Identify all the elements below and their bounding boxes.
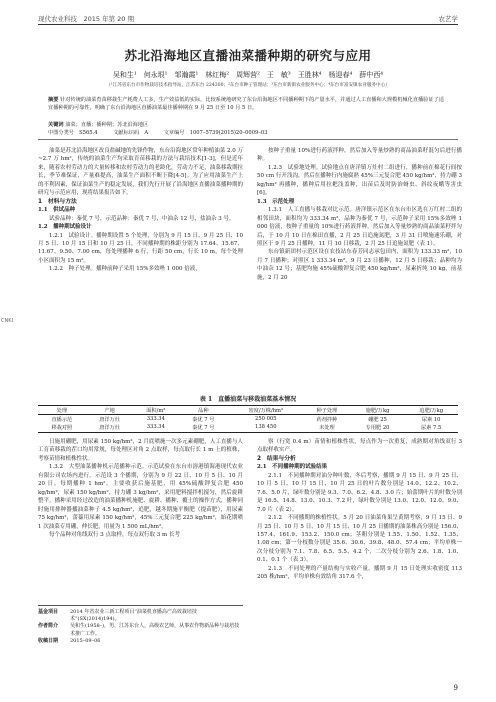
table-cell: 250 005 xyxy=(255,416,277,423)
affiliations: （¹江苏省东台市作物栽培技术指导站，江苏东台 224200；²东台市种子管理站；³东台市新街农业服务中心；⁴东台市富安镇农业服务中心） xyxy=(106,83,390,88)
paragraph: 油菜是苏北沿海地区改良盐碱地的先锋作物，东台沿海地区常年种植油菜 2.0 万~2.7 万 hm²，传统的油菜生产均采取育苗移栽的方法与栽培技术[1-3]，但是近年来，随着农村劳动力的大量转移和农村劳动力的老龄化，劳动力不足，油菜移栽期拉长，季节难保证，产量难提高，油菜生产面积不断下降[4-5]。为了应用油菜生产上的不利因素，保证油菜生产的稳定发展，我们先行开展了沿海地区直播油菜播种期的研究与示范应用，现将结果报告如下。 xyxy=(38,148,243,197)
paragraph: 日施用硼肥，用尿素 150 kg/hm²，2 月底喷施一次多元素硼肥，人工直播与人工育苗移栽的茬口均用常规，每处理区对角 2 点取样，每点取行长 1 m 上的植株，考察苗情和植株性状。 xyxy=(38,439,243,462)
paragraph: 1.2.2 种子处理。播种前种子采用 15%多效唑 1 000 倍液， xyxy=(49,266,201,273)
body-right-top xyxy=(257,147,462,282)
paragraph: 1.2.3 试验地处理。试验地点在唐洋镇万灶村二组进行，播种前在棉花行间按 50 cm 行开浅沟，然后在播种行内施腐熟 45%三元复合肥 450 kg/hm²，持力硼 3 kg/hm² 再播种，播种后用拉耙浅盖种，出苗后及时防治蚜虫、斜纹夜蛾等害虫[6]。 xyxy=(257,164,462,197)
footnote-row xyxy=(38,638,243,645)
keywords-text: 油菜；直播；播种期；苏北沿海地区 xyxy=(65,122,149,128)
table-cell: 尿素 10 xyxy=(421,416,441,423)
abstract-separator xyxy=(38,139,458,140)
footnote-label: 基金项目 xyxy=(38,609,59,615)
paragraph: 每个品种对角线双行 3 点取样，每点双行取 3 m 长考 xyxy=(49,531,180,538)
header-rule xyxy=(38,24,458,25)
paragraph: 1.3.2 大型油菜播种机示范播种示范。示范试验在东台市溶港镇海港现代农业有限公司农场内进行。示范设 3 个播期，分别为 9 月 22 日、10 月 5 日、10 月 20 日，每期播种 1 hm²。主要收获后施基肥，用 45%硫酸钾复合肥 450 kg/hm²，尿素 150 kg/hm²，持力硼 3 kg/hm²，采用肥料搅拌机搅匀，然后旋耕整平，播种采用经过改造的油菜播种机施肥、旋耕、播种、覆土的操作方式，播种同时施用排种器播油菜种子 4.5 kg/hm²，追肥，越冬期施平衡肥（提苗肥），用尿素 75 kg/hm²，蕾薹用尿素 150 kg/hm²，45%三元复合肥 225 kg/hm²，始花期喷 1 次油菜专用硼，伸长肥，用量为 1 500 mL/hm²。 xyxy=(38,464,243,530)
table-cell: 秦优 7 号 xyxy=(192,424,215,431)
table-cell: 138 450 xyxy=(255,424,277,431)
table-cell: 秦优 7 号 xyxy=(192,416,215,423)
table-header-cell: 密度/万株/hm² xyxy=(248,407,284,414)
abstract-label: 摘要 xyxy=(48,97,59,103)
body-right-bottom xyxy=(257,438,462,582)
footnote-row xyxy=(38,623,243,637)
table-cell: 唐洋万灶 xyxy=(99,416,120,423)
table-row xyxy=(38,415,458,424)
table-cell: 333.34 xyxy=(146,424,165,431)
footnote-row xyxy=(38,609,243,623)
footnote-block xyxy=(38,605,243,645)
table-cell: 唐洋万灶 xyxy=(99,424,120,431)
table-cell: 直播示范 xyxy=(51,416,73,423)
table-header-cell: 处理 xyxy=(56,407,68,414)
abstract-text: 针对传统的油菜育苗移栽生产耗费人工多，生产效益低的实际，比较系统地研究了东台沿海地区不同播种期下的产量水平，并通过人工直播和大规模机械化直播验证了适宜播种期的可靠性，明确了东台沿海地区直播油菜最佳播种期在 9 月 25 日至 10 月 5 日。 xyxy=(48,97,444,112)
data-table xyxy=(38,405,458,433)
table-header-cell: 种子处理 xyxy=(316,407,338,414)
body-left-bottom xyxy=(38,438,243,539)
paragraph: 察（行宽 0.4 m）苗情和植株性状，每点作为一次重复，成熟期对角线双行 3 点取样收实产。 xyxy=(257,439,462,454)
journal-name: 现代农业科技 2015 年第 20 期 xyxy=(38,15,135,23)
keywords xyxy=(48,121,448,128)
section-name: 农艺学 xyxy=(438,15,458,23)
section-heading: 2.1 不同播种期的试验结果 xyxy=(257,464,328,471)
section-heading: 1.1 供试品种 xyxy=(38,207,76,214)
paragraph: 1.3.1 人工直播与移栽对比示范。唐洋镇示范区在东台市区选在万红村二组的相邻田块，面积均为 333.34 m²，品种为秦优 7 号，示范种子采用 15%多效唑 1 000 倍液，按种子重量的 10%进行药液拌种，然后加入等量炒熟的商品油菜籽拌匀后，于 10 月 10 日在棉田直播，2 月 25 日追施氮肥，3 月 31 日喷施速乐硼，对照区于 9 月 25 日播种，11 月 10 日移栽，2 月 25 日追施氮肥（表 1）。 xyxy=(257,207,462,247)
doc-code: 文献标识码 A xyxy=(113,130,149,136)
table-cell: 药剂拌种 xyxy=(316,416,338,423)
article-id: 文章编号 1007–5739(2015)20–0009–03 xyxy=(163,130,268,136)
footnote-label: 收稿日期 xyxy=(38,637,59,644)
clc-number: 中图分类号 S565.4 xyxy=(48,130,98,136)
footnote-text: 2014 年省农业三新工程项目“油菜机直播高产高效栽培技术”(SX(2014)194)。 xyxy=(70,609,197,623)
table-header-cell: 品种 xyxy=(198,407,209,414)
table-caption: 表 1 直播油菜与移栽油菜基本情况 xyxy=(199,396,297,403)
paragraph: 2.1.3 不同处理的产量结构与实收产量。播期 9 月 15 日处理实收密度 113 205 株/hm²，平均单株有效结角 317.6 个， xyxy=(257,565,462,581)
page-number: 9 xyxy=(453,684,458,692)
paragraph: 试验品种：秦优 7 号，示范品种：秦优 7 号，中油杂 12 号，盐油杂 3 号。 xyxy=(49,215,235,222)
paragraph: 1.2.1 试验设计。播种期设置 5 个处理，分别为 9 月 15 日、9 月 25 日、10 月 5 日、10 月 15 日和 10 月 25 日，不同播种期的株距分别为 17.64、15.67、11.67、9.50、7.00 cm，每处理播种 6 行，行距 50 cm，行长 10 m，每个处理小区面积为 15 m²。 xyxy=(38,232,243,264)
section-heading: 1 材料与方法 xyxy=(38,198,77,205)
paper-title: 苏北沿海地区直播油菜播种期的研究与应用 xyxy=(124,48,372,63)
keywords-label: 关键词 xyxy=(48,122,64,128)
table-header-cell: 面积/m² xyxy=(146,407,166,414)
paragraph: 2.1.2 不同播期的株植性状。5 月 20 日油菜角果呈黄期考察，9 月 15 日、9 月 25 日、10 月 5 日、10 月 15 日、10 月 25 日播期的油菜株高分别是 156.0、157.4、161.9、153.2、150.0 cm；茎粗分别是 1.55、1.50、1.52、1.35、1.08 cm；第一分枝数分别是 35.6、30.6、39.8、48.0、57.4 cm；平均单株一次分枝分别为 7.1、7.8、6.5、5.5、4.2 个，二次分枝分别为 2.6、1.8、1.0、0.1、0.1 个（表 3）。 xyxy=(257,515,462,564)
section-heading: 2 结果与分析 xyxy=(257,455,296,462)
section-heading: 1.2 播种期试验设计 xyxy=(38,224,92,231)
side-watermark: CNKI xyxy=(1,318,13,324)
footnote-text: 2015–09–06 xyxy=(70,637,101,644)
table-header-cell: 施肥/万kg xyxy=(365,407,390,414)
paragraph: 按种子重量 10%进行药液拌种，然后加入等量炒熟的商品油菜籽混匀后进行播种。 xyxy=(257,148,462,163)
table-header-cell: 追肥/万kg xyxy=(419,407,444,414)
classification-line xyxy=(48,129,448,136)
table-cell: 专用肥 20 xyxy=(365,424,390,431)
table-header-row xyxy=(38,406,458,415)
table-cell: 未处理 xyxy=(319,424,335,431)
table-row xyxy=(38,423,458,432)
paragraph: 2.1.1 不同播种期对油分种叶数、冬后考察，播期 9 月 15 日、9 月 25 日、10 月 5 日、10 月 15 日、10 月 25 日的叶片数分别是 14.0、12.2、10.2、7.6、5.0 片，绿叶数分别是 9.3、7.0、6.2、4.8、3.0 片；始蕾期叶片的叶数分别是 16.5、14.8、13.0、10.3、7.2 叶，绿叶数分别是 13.0、12.0、12.0、9.0、7.0 片（表 2）。 xyxy=(257,472,462,513)
body-left-top xyxy=(38,147,243,274)
table-cell: 硼肥 25 xyxy=(368,416,387,423)
author-list: 吴和生¹ 何永垠¹ 邹瀚霞¹ 林红梅² 周辉营² 王 敏³ 王胜林⁴ 杨迎春⁴ 薛中西⁴ xyxy=(112,71,384,79)
table-cell: 移栽对照 xyxy=(51,424,73,431)
abstract xyxy=(48,96,448,112)
table-cell: 尿素 7.5 xyxy=(421,424,442,431)
section-heading: 1.3 示范处理 xyxy=(257,198,295,205)
table-cell: 333.34 xyxy=(146,416,165,423)
footnote-text: 吴和生(1958–)，男，江苏东台人，高级农艺师，从事农作物新品种与栽培技术推广工作。 xyxy=(70,623,240,637)
paragraph: 东台镇新团村示范区设在农技站东春芳同志承包田内，面积为 133.33 m²，10 月 7 日播种；对照区 1 333.34 m²，9 月 23 日播种，12 月 5 日移栽；品种均为中油杂 12 号；基肥均施 45%硫酸钾复合肥 450 kg/hm²，尿素折纯 10 kg，前基施，2 月 20 xyxy=(257,249,462,281)
table-header-cell: 产地 xyxy=(104,407,115,414)
footnote-label: 作者简介 xyxy=(38,623,59,630)
